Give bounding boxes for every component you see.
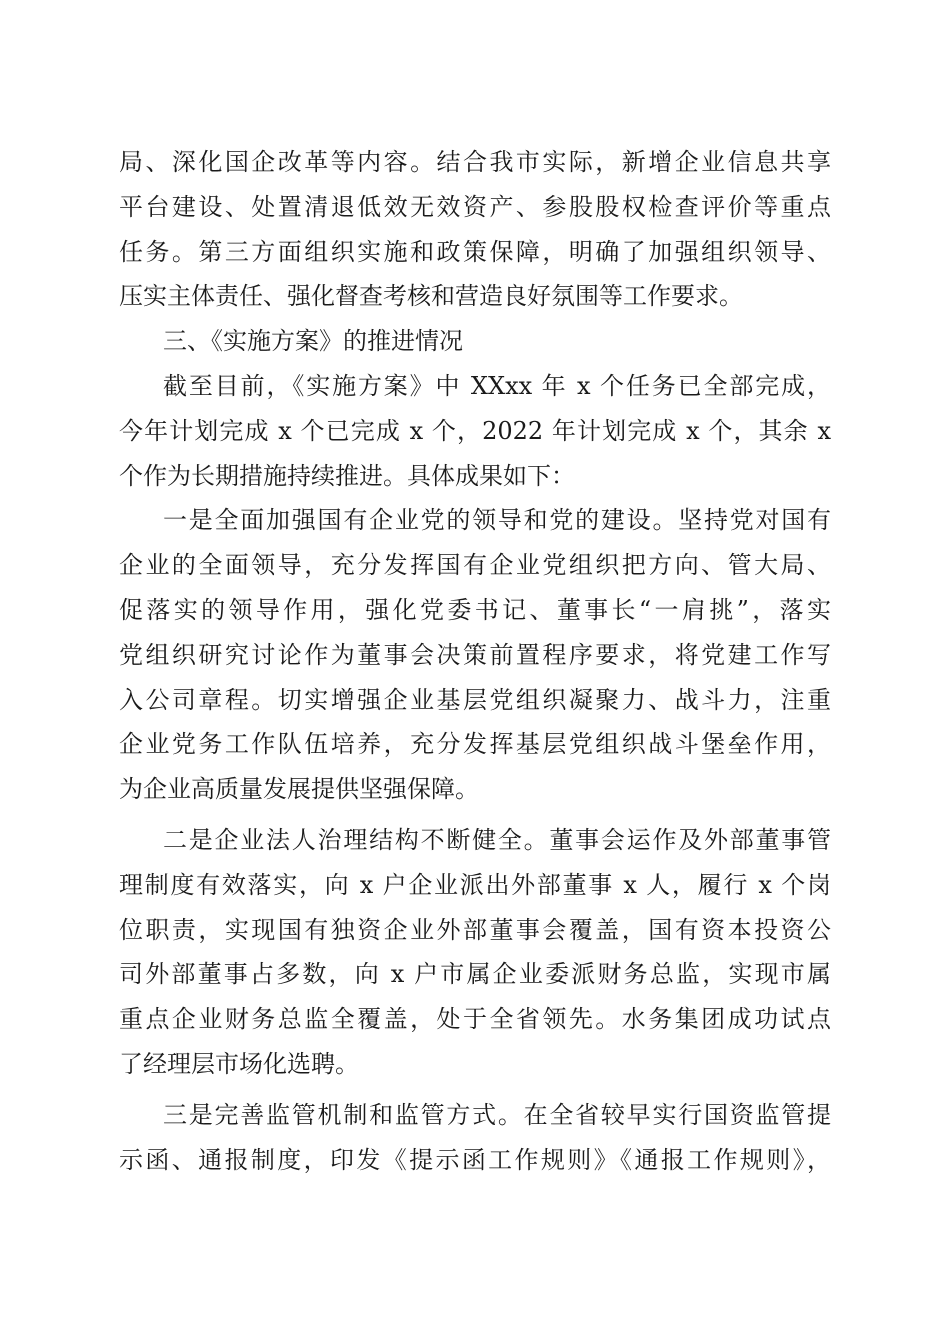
paragraph-first-rest: 坚持党对国有 [678, 506, 831, 535]
text-line: 今年计划完成 x 个已完成 x 个，2022 年计划完成 x 个，其余 x [119, 416, 831, 445]
text-line: 企业的全面领导，充分发挥国有企业党组织把方向、管大局、 [119, 551, 831, 580]
section-heading: 三、《实施方案》的推进情况 [163, 327, 463, 356]
text-line: 促落实的领导作用，强化党委书记、董事长“一肩挑”，落实 [119, 595, 831, 624]
paragraph-corporate-governance [119, 818, 831, 1087]
paragraph-progress [119, 364, 831, 498]
paragraph-party-leadership [119, 498, 831, 812]
text-line: 压实主体责任、强化督查考核和营造良好氛围等工作要求。 [119, 282, 743, 311]
text-line: 了经理层市场化选聘。 [119, 1049, 359, 1078]
paragraph-continuation [119, 140, 831, 319]
text-line: 为企业高质量发展提供坚强保障。 [119, 775, 479, 804]
text-line: 党组织研究讨论作为董事会决策前置程序要求，将党建工作写 [119, 640, 831, 669]
text-line: 位职责，实现国有独资企业外部董事会覆盖，国有资本投资公 [119, 915, 831, 944]
text-line: 个作为长期措施持续推进。具体成果如下： [119, 461, 575, 490]
paragraph-supervision [119, 1093, 831, 1183]
text-line: 截至目前，《实施方案》中 XXxx 年 x 个任务已全部完成， [163, 371, 831, 400]
text-line [119, 498, 831, 543]
paragraph-first-rest: 董事会运作及外部董事管 [549, 825, 831, 854]
paragraph-lead: 一是全面加强国有企业党的领导和党的建设。 [163, 506, 679, 535]
text-line: 局、深化国企改革等内容。结合我市实际，新增企业信息共享 [119, 148, 831, 176]
paragraph-first-rest: 在全省较早实行国资监管提 [523, 1100, 831, 1129]
text-line: 示函、通报制度，印发《提示函工作规则》《通报工作规则》， [119, 1145, 831, 1174]
text-line: 重点企业财务总监全覆盖，处于全省领先。水务集团成功试点 [119, 1005, 831, 1034]
paragraph-lead: 三是完善监管机制和监管方式。 [163, 1100, 524, 1129]
text-line [119, 818, 831, 863]
text-line: 企业党务工作队伍培养，充分发挥基层党组织战斗堡垒作用， [119, 730, 831, 759]
text-line: 理制度有效落实，向 x 户企业派出外部董事 x 人，履行 x 个岗 [119, 870, 831, 899]
text-line: 平台建设、处置清退低效无效资产、参股股权检查评价等重点 [119, 192, 831, 221]
document-body [119, 140, 831, 1182]
text-line: 任务。第三方面组织实施和政策保障，明确了加强组织领导、 [119, 237, 831, 266]
text-line: 入公司章程。切实增强企业基层党组织凝聚力、战斗力，注重 [119, 685, 831, 714]
text-line: 司外部董事占多数，向 x 户市属企业委派财务总监，实现市属 [119, 960, 831, 989]
text-line [119, 1093, 831, 1138]
paragraph-lead: 二是企业法人治理结构不断健全。 [163, 825, 550, 854]
